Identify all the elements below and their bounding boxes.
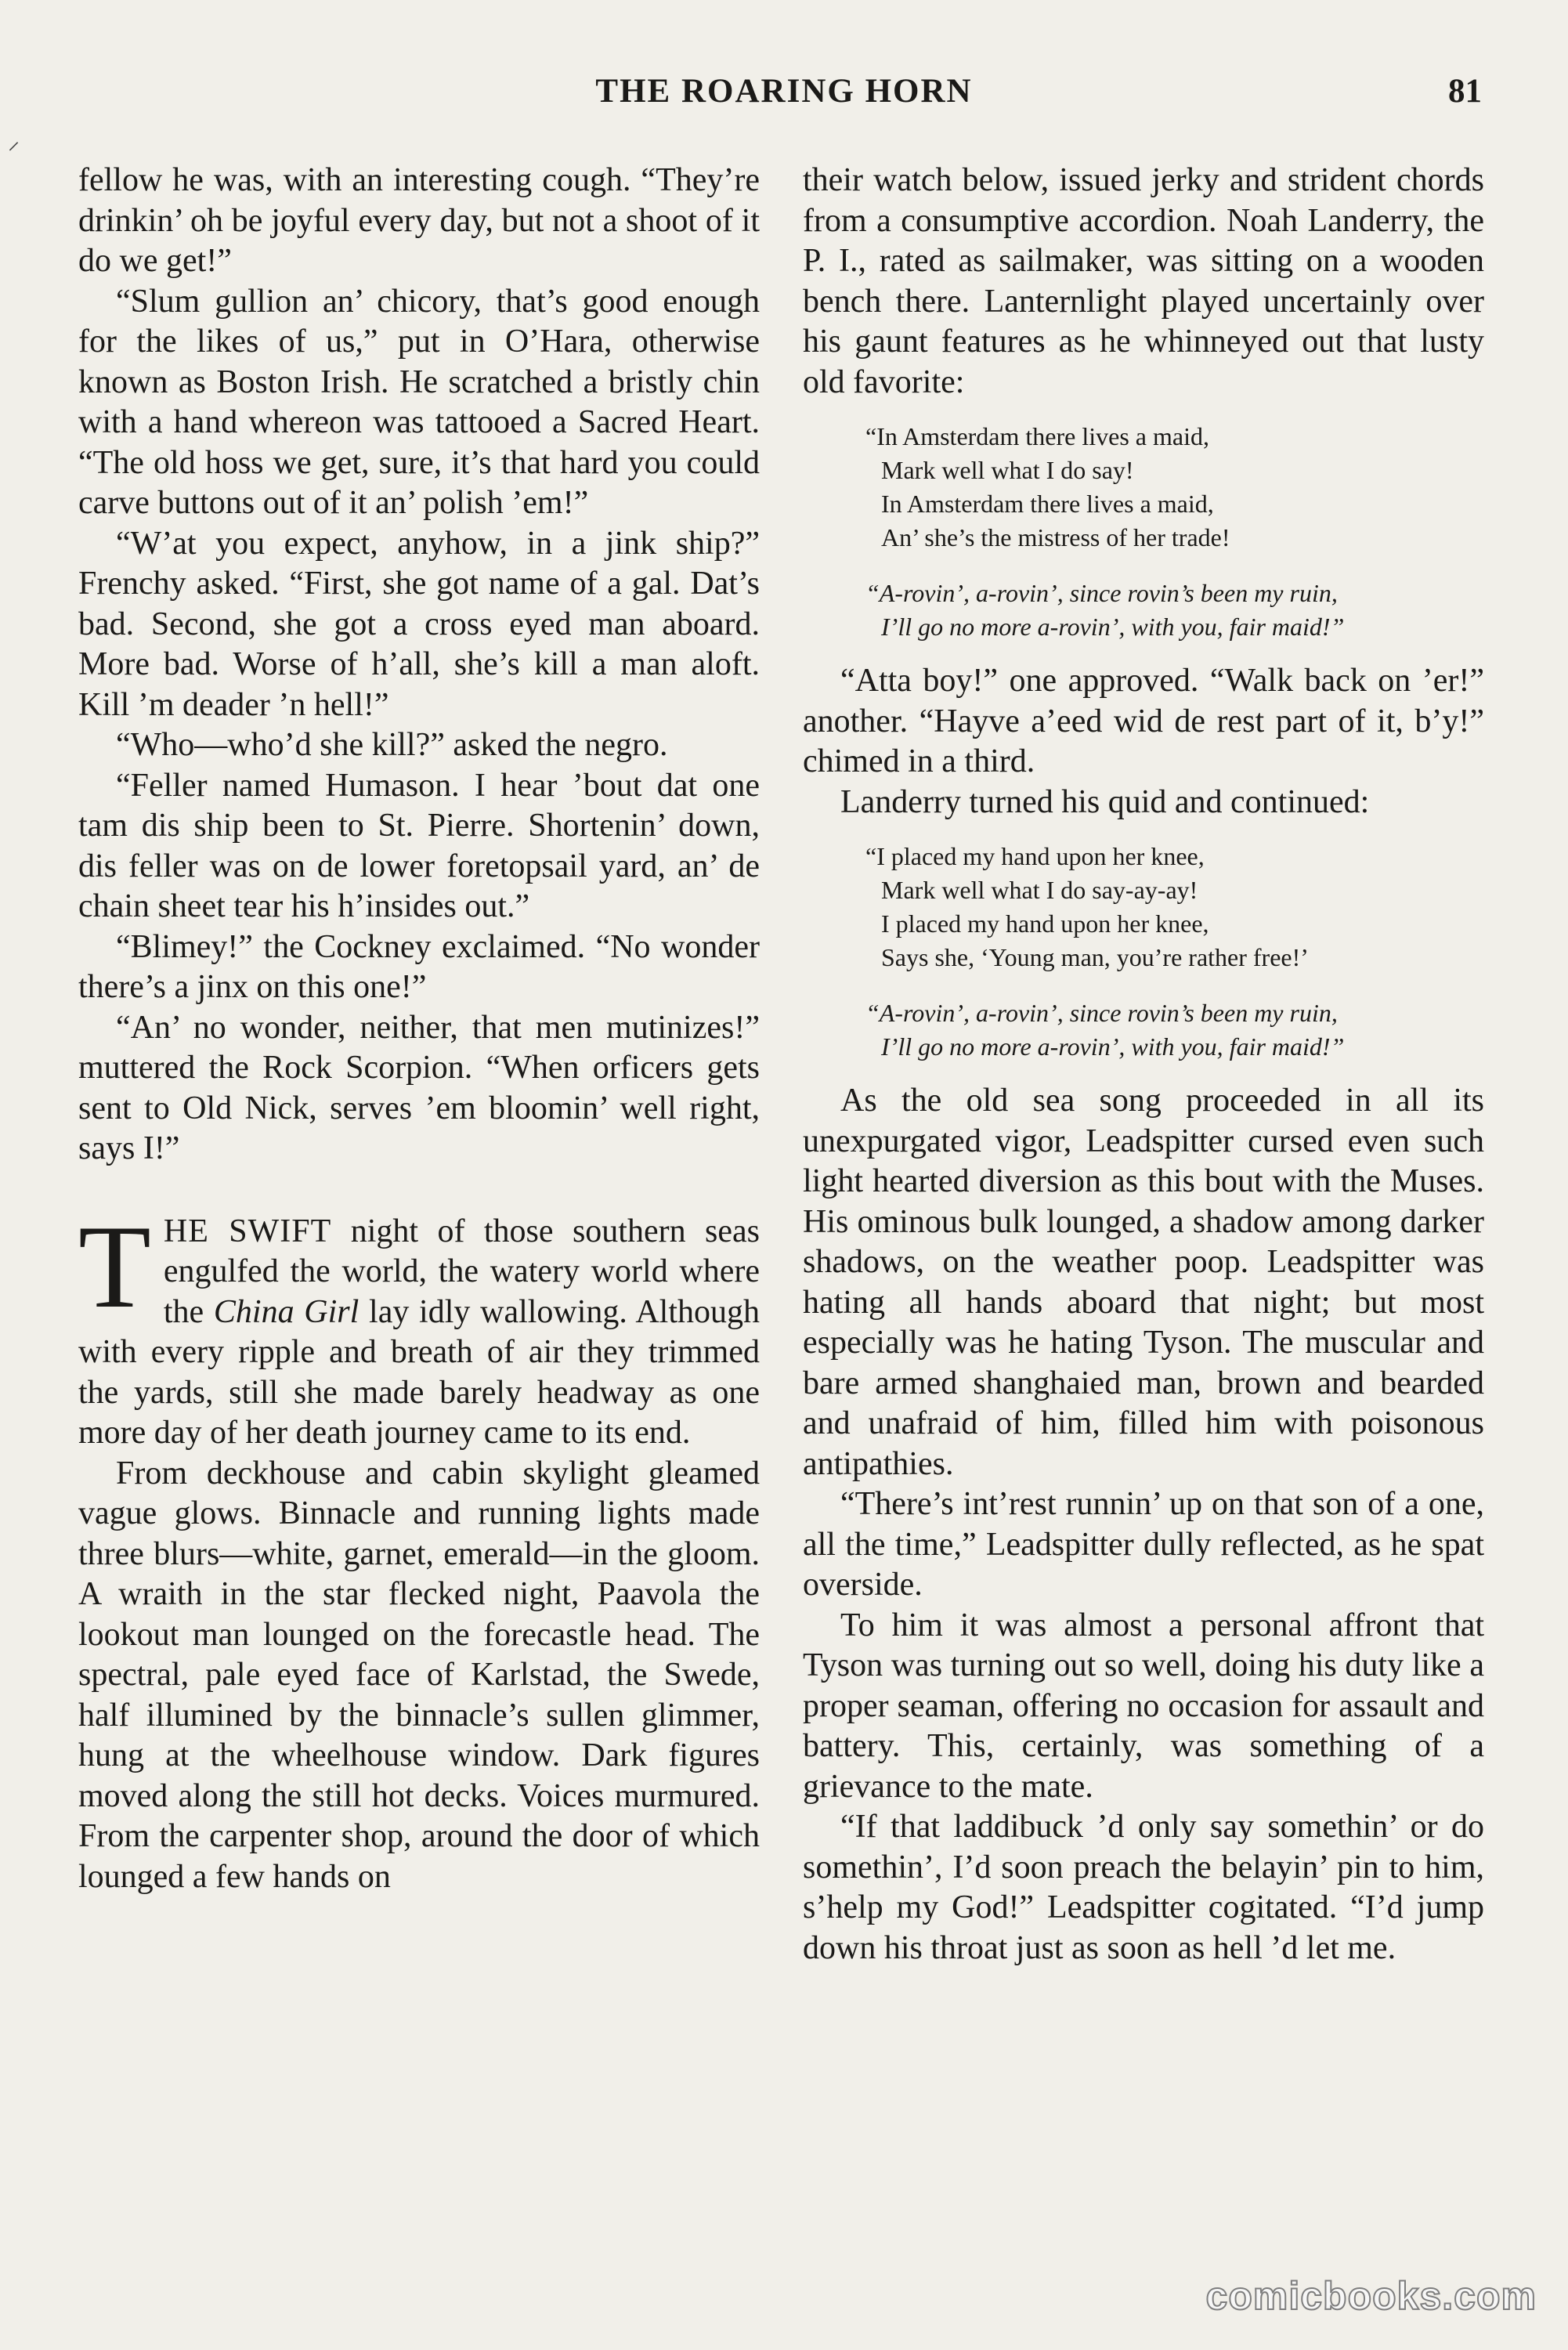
song-verse: [865, 420, 1484, 644]
right-column: [803, 161, 1484, 1969]
paragraph: fellow he was, with an interesting cough. “They’re drinkin’ oh be joyful every day, but not a shoot of it do we get!”: [78, 162, 760, 279]
chorus-line: I’ll go no more a-rovin’, with you, fair maid!”: [881, 613, 1345, 641]
verse-line: Says she, ‘Young man, you’re rather free!’: [881, 943, 1309, 971]
drop-cap: T: [78, 1200, 151, 1332]
verse-line: “I placed my hand upon her knee,: [865, 842, 1205, 870]
left-column: [78, 161, 760, 1897]
paragraph: To him it was almost a personal affront that Tyson was turning out so well, doing his duty like a proper seaman, offering no occasion for assault and battery. This, certainly, was something of a grievance to the mate.: [803, 1607, 1484, 1805]
paragraph: “Feller named Humason. I hear ’bout dat one tam dis ship been to St. Pierre. Shortenin’ down, dis feller was on de lower foretopsail yard, an’ de chain sheet tear his h’insides out.”: [78, 767, 760, 924]
paragraph: “There’s int’rest runnin’ up on that son of a one, all the time,” Leadspitter dully reflected, as he spat overside.: [803, 1486, 1484, 1603]
page-number: 81: [1448, 73, 1482, 110]
chorus-line: I’ll go no more a-rovin’, with you, fair maid!”: [881, 1032, 1345, 1061]
paragraph: “If that laddibuck ’d only say somethin’ or do somethin’, I’d soon preach the belayin’ pin to him, s’help my God!” Leadspitter cogitated. “I’d jump down his throat just as soon as hell ’d let me.: [803, 1809, 1484, 1966]
section-text: lay idly wallowing. Although with every ripple and breath of air they trimmed the yards, still she made barely headway as one more day of her death journey came to its end.: [78, 1293, 760, 1451]
verse-line: Mark well what I do say!: [881, 456, 1134, 484]
verse-line: “In Amsterdam there lives a maid,: [865, 422, 1209, 450]
paragraph: their watch below, issued jerky and strident chords from a consumptive accordion. Noah Landerry, the P. I., rated as sailmaker, was sitting on a wooden bench there. Lanternlight played uncertainly over his gaunt features as he whinneyed out that lusty old favorite:: [803, 162, 1484, 400]
verse-line: An’ she’s the mistress of her trade!: [881, 523, 1230, 551]
running-title: THE ROARING HORN: [595, 73, 973, 110]
stanza: [865, 420, 1484, 555]
chorus: [865, 996, 1484, 1064]
verse-line: In Amsterdam there lives a maid,: [881, 490, 1214, 518]
margin-mark: ⸝: [8, 128, 20, 154]
section-text: night of those southern seas engulfed the world, the watery world where the: [163, 1213, 760, 1330]
section-opening: [78, 1200, 760, 1454]
chorus: [865, 577, 1484, 644]
paragraph: “An’ no wonder, neither, that men mutinizes!” muttered the Rock Scorpion. “When orficers gets sent to Old Nick, serves ’em bloomin’ well right, says I!”: [78, 1009, 760, 1166]
song-verse: [865, 840, 1484, 1064]
stanza: [865, 840, 1484, 974]
paragraph: “Blimey!” the Cockney exclaimed. “No wonder there’s a jinx on this one!”: [78, 928, 760, 1005]
paragraph: Landerry turned his quid and continued:: [840, 783, 1370, 820]
chorus-line: “A-rovin’, a-rovin’, since rovin’s been my ruin,: [865, 999, 1338, 1027]
verse-line: I placed my hand upon her knee,: [881, 909, 1209, 938]
paragraph: “W’at you expect, anyhow, in a jink ship?” Frenchy asked. “First, she got name of a gal. Dat’s bad. Second, she got a cross eyed man aboard. More bad. Worse of h’all, she’s kill a man aloft. Kill ’m deader ’n hell!”: [78, 525, 760, 723]
paragraph: As the old sea song proceeded in all its unexpurgated vigor, Leadspitter cursed even such light hearted diversion as this bout with the Muses. His ominous bulk lounged, a shadow among darker shadows, on the weather poop. Leadspitter was hating all hands aboard that night; but most especially was he hating Tyson. The muscular and bare armed shanghaied man, brown and bearded and unafraid of him, filled him with poisonous antipathies.: [803, 1083, 1484, 1482]
ship-name: China Girl: [213, 1293, 359, 1330]
page-header: [78, 72, 1490, 119]
section-lead-in: HE SWIFT: [163, 1213, 332, 1249]
paragraph: “Who—who’d she kill?” asked the negro.: [116, 727, 668, 763]
paragraph: “Atta boy!” one approved. “Walk back on ’er!” another. “Hayve a’eed wid de rest part of it, b’y!” chimed in a third.: [803, 663, 1484, 779]
section-paragraph: [78, 1200, 760, 1454]
paragraph: “Slum gullion an’ chicory, that’s good enough for the likes of us,” put in O’Hara, otherwise known as Boston Irish. He scratched a bristly chin with a hand whereon was tattooed a Sacred Heart. “The old hoss we get, sure, it’s that hard you could carve buttons out of it an’ polish ’em!”: [78, 283, 760, 521]
watermark: comicbooks.com: [1205, 2274, 1537, 2318]
verse-line: Mark well what I do say-ay-ay!: [881, 876, 1198, 904]
chorus-line: “A-rovin’, a-rovin’, since rovin’s been my ruin,: [865, 579, 1338, 607]
paragraph: From deckhouse and cabin skylight gleamed vague glows. Binnacle and running lights made three blurs—white, garnet, emerald—in the gloom. A wraith in the star flecked night, Paavola the lookout man lounged on the forecastle head. The spectral, pale eyed face of Karlstad, the Swede, half illumined by the binnacle’s sullen glimmer, hung at the wheelhouse window. Dark figures moved along the still hot decks. Voices murmured. From the carpenter shop, around the door of which lounged a few hands on: [78, 1455, 760, 1895]
